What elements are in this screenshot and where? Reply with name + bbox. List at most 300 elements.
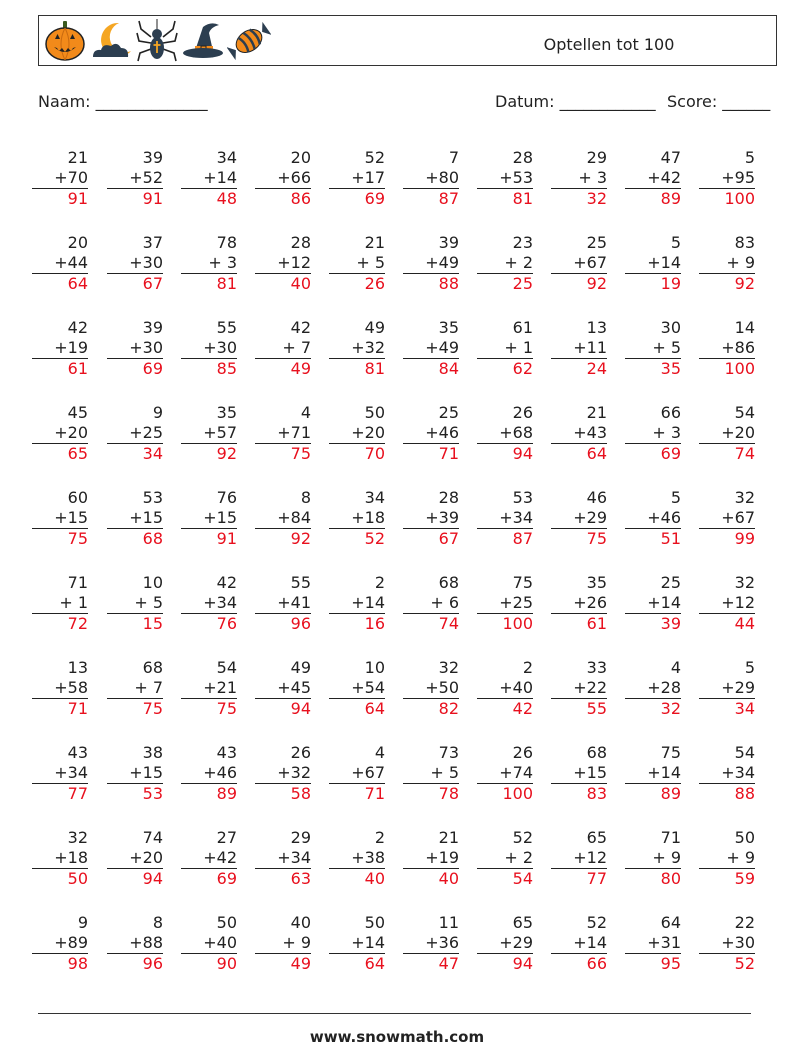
- addition-problem: [551, 743, 607, 804]
- addition-problem: [255, 658, 311, 719]
- answer: 52: [734, 954, 755, 973]
- addend-bottom: +14: [329, 593, 385, 614]
- answer: 96: [142, 954, 163, 973]
- answer: 82: [438, 699, 459, 718]
- addend-top: 37: [142, 233, 163, 252]
- page-title: Optellen tot 100: [543, 35, 675, 54]
- addend-bottom: +14: [625, 593, 681, 614]
- addition-problem: [551, 403, 607, 464]
- addend-top: 50: [364, 913, 385, 932]
- addend-top: 35: [438, 318, 459, 337]
- addend-bottom: +34: [181, 593, 237, 614]
- addend-bottom: +49: [403, 253, 459, 274]
- answer: 70: [364, 444, 385, 463]
- addition-problem: [107, 488, 163, 549]
- addition-problem: [107, 318, 163, 379]
- answer: 26: [364, 274, 385, 293]
- addend-top: 78: [216, 233, 237, 252]
- addend-top: 25: [438, 403, 459, 422]
- addition-problem: [551, 658, 607, 719]
- addend-top: 75: [660, 743, 681, 762]
- addend-bottom: +43: [551, 423, 607, 444]
- answer: 16: [364, 614, 385, 633]
- answer: 77: [67, 784, 88, 803]
- footer-divider: [38, 1013, 751, 1014]
- addend-top: 54: [734, 403, 755, 422]
- addend-bottom: +42: [181, 848, 237, 869]
- addend-top: 64: [660, 913, 681, 932]
- addend-bottom: +21: [181, 678, 237, 699]
- addition-problem: [403, 658, 459, 719]
- addend-bottom: +68: [477, 423, 533, 444]
- addend-bottom: +25: [107, 423, 163, 444]
- addend-bottom: + 5: [107, 593, 163, 614]
- answer: 88: [438, 274, 459, 293]
- answer: 63: [290, 869, 311, 888]
- answer: 47: [438, 954, 459, 973]
- addend-bottom: + 2: [477, 253, 533, 274]
- addend-bottom: + 6: [403, 593, 459, 614]
- addend-top: 35: [216, 403, 237, 422]
- addition-problem: [699, 658, 755, 719]
- addend-top: 52: [364, 148, 385, 167]
- addend-bottom: +57: [181, 423, 237, 444]
- addition-problem: [107, 403, 163, 464]
- addition-problem: [477, 488, 533, 549]
- addition-problem: [181, 318, 237, 379]
- addend-bottom: +30: [181, 338, 237, 359]
- addend-top: 68: [586, 743, 607, 762]
- answer: 91: [216, 529, 237, 548]
- addition-problem: [329, 828, 385, 889]
- addend-top: 39: [142, 148, 163, 167]
- addend-top: 22: [734, 913, 755, 932]
- addition-problem: [255, 403, 311, 464]
- addend-top: 60: [67, 488, 88, 507]
- addend-bottom: +12: [551, 848, 607, 869]
- addend-top: 47: [660, 148, 681, 167]
- addend-bottom: + 7: [107, 678, 163, 699]
- answer: 66: [586, 954, 607, 973]
- addition-problem: [329, 743, 385, 804]
- answer: 80: [660, 869, 681, 888]
- answer: 69: [142, 359, 163, 378]
- addend-top: 76: [216, 488, 237, 507]
- addend-bottom: +39: [403, 508, 459, 529]
- addend-bottom: +38: [329, 848, 385, 869]
- answer: 64: [364, 954, 385, 973]
- addend-top: 8: [300, 488, 311, 507]
- addend-top: 73: [438, 743, 459, 762]
- answer: 85: [216, 359, 237, 378]
- addend-bottom: +28: [625, 678, 681, 699]
- addition-problem: [255, 488, 311, 549]
- answer: 92: [290, 529, 311, 548]
- answer: 89: [216, 784, 237, 803]
- addend-top: 2: [374, 828, 385, 847]
- addend-top: 74: [142, 828, 163, 847]
- addend-top: 8: [152, 913, 163, 932]
- answer: 15: [142, 614, 163, 633]
- addition-problem: [32, 403, 88, 464]
- addend-top: 54: [216, 658, 237, 677]
- addend-bottom: +26: [551, 593, 607, 614]
- addition-problem: [329, 403, 385, 464]
- addend-top: 52: [586, 913, 607, 932]
- addend-top: 68: [438, 573, 459, 592]
- addition-problem: [32, 573, 88, 634]
- answer: 89: [660, 784, 681, 803]
- answer: 39: [660, 614, 681, 633]
- addition-problem: [625, 913, 681, 974]
- addend-bottom: + 5: [403, 763, 459, 784]
- addition-problem: [181, 658, 237, 719]
- answer: 34: [142, 444, 163, 463]
- answer: 78: [438, 784, 459, 803]
- addend-top: 55: [290, 573, 311, 592]
- answer: 81: [364, 359, 385, 378]
- addition-problem: [403, 743, 459, 804]
- addend-bottom: +71: [255, 423, 311, 444]
- answer: 34: [734, 699, 755, 718]
- addition-problem: [625, 148, 681, 209]
- answer: 69: [216, 869, 237, 888]
- addend-top: 32: [67, 828, 88, 847]
- addition-problem: [329, 148, 385, 209]
- addition-problem: [255, 743, 311, 804]
- addition-problem: [699, 233, 755, 294]
- addition-problem: [403, 148, 459, 209]
- answer: 90: [216, 954, 237, 973]
- addition-problem: [699, 148, 755, 209]
- addend-top: 35: [586, 573, 607, 592]
- addend-bottom: +19: [32, 338, 88, 359]
- addend-bottom: +20: [699, 423, 755, 444]
- addend-top: 21: [438, 828, 459, 847]
- addition-problem: [329, 233, 385, 294]
- addend-bottom: +30: [699, 933, 755, 954]
- addition-problem: [403, 488, 459, 549]
- addition-problem: [551, 318, 607, 379]
- addend-top: 28: [512, 148, 533, 167]
- addend-top: 26: [512, 403, 533, 422]
- answer: 59: [734, 869, 755, 888]
- addend-bottom: +15: [551, 763, 607, 784]
- addend-bottom: +34: [32, 763, 88, 784]
- addend-top: 10: [364, 658, 385, 677]
- addend-bottom: +31: [625, 933, 681, 954]
- answer: 49: [290, 359, 311, 378]
- pumpkin-icon: [43, 19, 87, 63]
- addend-top: 68: [142, 658, 163, 677]
- addend-top: 13: [67, 658, 88, 677]
- answer: 64: [67, 274, 88, 293]
- addend-bottom: +41: [255, 593, 311, 614]
- addition-problem: [625, 403, 681, 464]
- addend-bottom: +11: [551, 338, 607, 359]
- addition-problem: [107, 233, 163, 294]
- witch-hat-icon: [181, 19, 225, 63]
- addition-problem: [625, 828, 681, 889]
- answer: 92: [586, 274, 607, 293]
- addend-bottom: +58: [32, 678, 88, 699]
- addend-top: 5: [744, 658, 755, 677]
- addend-top: 83: [734, 233, 755, 252]
- addend-bottom: +18: [329, 508, 385, 529]
- header-box: [38, 15, 777, 66]
- answer: 94: [512, 954, 533, 973]
- addend-bottom: +12: [255, 253, 311, 274]
- answer: 71: [438, 444, 459, 463]
- answer: 61: [586, 614, 607, 633]
- answer: 100: [724, 359, 755, 378]
- addend-top: 32: [734, 573, 755, 592]
- addend-bottom: +36: [403, 933, 459, 954]
- addend-top: 4: [670, 658, 681, 677]
- addition-problem: [32, 743, 88, 804]
- answer: 77: [586, 869, 607, 888]
- addend-top: 65: [512, 913, 533, 932]
- spider-icon: [135, 19, 179, 63]
- answer: 40: [364, 869, 385, 888]
- addition-problem: [32, 913, 88, 974]
- addition-problem: [551, 913, 607, 974]
- answer: 92: [734, 274, 755, 293]
- addend-bottom: +70: [32, 168, 88, 189]
- addend-bottom: +17: [329, 168, 385, 189]
- halloween-icons: [43, 19, 271, 63]
- addend-top: 39: [142, 318, 163, 337]
- answer: 48: [216, 189, 237, 208]
- addend-top: 34: [216, 148, 237, 167]
- answer: 49: [290, 954, 311, 973]
- addition-problem: [699, 488, 755, 549]
- addend-top: 27: [216, 828, 237, 847]
- addend-bottom: +66: [255, 168, 311, 189]
- addend-top: 66: [660, 403, 681, 422]
- addend-top: 25: [586, 233, 607, 252]
- addend-top: 52: [512, 828, 533, 847]
- addend-bottom: +29: [551, 508, 607, 529]
- answer: 94: [290, 699, 311, 718]
- addend-bottom: +53: [477, 168, 533, 189]
- answer: 86: [290, 189, 311, 208]
- addition-problem: [107, 913, 163, 974]
- addition-problem: [181, 573, 237, 634]
- addend-bottom: +40: [477, 678, 533, 699]
- score-field: Score: ______: [667, 92, 771, 111]
- answer: 87: [438, 189, 459, 208]
- addition-problem: [477, 573, 533, 634]
- addition-problem: [329, 573, 385, 634]
- addend-top: 49: [364, 318, 385, 337]
- addition-problem: [181, 913, 237, 974]
- addend-bottom: +29: [699, 678, 755, 699]
- addition-problem: [329, 658, 385, 719]
- name-field: Naam: ______________: [38, 92, 208, 111]
- addend-top: 21: [67, 148, 88, 167]
- addition-problem: [403, 403, 459, 464]
- answer: 64: [586, 444, 607, 463]
- answer: 19: [660, 274, 681, 293]
- addend-bottom: + 1: [32, 593, 88, 614]
- addend-top: 50: [216, 913, 237, 932]
- addend-bottom: +19: [403, 848, 459, 869]
- addend-top: 38: [142, 743, 163, 762]
- addend-bottom: +30: [107, 253, 163, 274]
- addition-problem: [403, 828, 459, 889]
- addend-top: 54: [734, 743, 755, 762]
- addend-top: 46: [586, 488, 607, 507]
- answer: 100: [502, 614, 533, 633]
- addition-problem: [551, 233, 607, 294]
- addend-top: 50: [364, 403, 385, 422]
- addend-bottom: + 3: [181, 253, 237, 274]
- answer: 51: [660, 529, 681, 548]
- addend-bottom: + 9: [255, 933, 311, 954]
- addend-bottom: +14: [181, 168, 237, 189]
- addition-problem: [107, 573, 163, 634]
- answer: 69: [660, 444, 681, 463]
- addition-problem: [477, 743, 533, 804]
- addend-top: 49: [290, 658, 311, 677]
- answer: 44: [734, 614, 755, 633]
- answer: 24: [586, 359, 607, 378]
- addend-top: 10: [142, 573, 163, 592]
- addend-top: 50: [734, 828, 755, 847]
- addend-bottom: +74: [477, 763, 533, 784]
- addend-bottom: +14: [551, 933, 607, 954]
- addition-problem: [477, 403, 533, 464]
- answer: 72: [67, 614, 88, 633]
- addition-problem: [32, 148, 88, 209]
- answer: 32: [660, 699, 681, 718]
- answer: 67: [438, 529, 459, 548]
- addend-bottom: +14: [329, 933, 385, 954]
- addition-problem: [477, 318, 533, 379]
- addition-problem: [329, 488, 385, 549]
- answer: 100: [502, 784, 533, 803]
- addend-bottom: +44: [32, 253, 88, 274]
- answer: 98: [67, 954, 88, 973]
- addend-top: 71: [67, 573, 88, 592]
- answer: 54: [512, 869, 533, 888]
- answer: 52: [364, 529, 385, 548]
- addend-bottom: +14: [625, 253, 681, 274]
- addition-problem: [403, 318, 459, 379]
- addition-problem: [551, 488, 607, 549]
- addend-bottom: +20: [107, 848, 163, 869]
- addend-bottom: +32: [329, 338, 385, 359]
- addend-top: 29: [290, 828, 311, 847]
- addition-problem: [255, 318, 311, 379]
- answer: 62: [512, 359, 533, 378]
- addend-top: 21: [364, 233, 385, 252]
- addition-problem: [181, 828, 237, 889]
- addend-top: 26: [290, 743, 311, 762]
- addend-bottom: +18: [32, 848, 88, 869]
- addition-problem: [551, 573, 607, 634]
- addend-top: 42: [290, 318, 311, 337]
- addition-problem: [699, 403, 755, 464]
- addition-problem: [477, 148, 533, 209]
- addend-top: 4: [374, 743, 385, 762]
- addition-problem: [181, 233, 237, 294]
- answer: 94: [142, 869, 163, 888]
- addend-bottom: +54: [329, 678, 385, 699]
- addend-top: 42: [67, 318, 88, 337]
- addend-top: 5: [670, 233, 681, 252]
- answer: 95: [660, 954, 681, 973]
- addend-bottom: + 9: [699, 848, 755, 869]
- addend-bottom: +95: [699, 168, 755, 189]
- addend-top: 30: [660, 318, 681, 337]
- answer: 74: [734, 444, 755, 463]
- addition-problem: [181, 403, 237, 464]
- addend-bottom: +46: [181, 763, 237, 784]
- addition-problem: [32, 488, 88, 549]
- addend-top: 9: [77, 913, 88, 932]
- addend-bottom: +15: [107, 763, 163, 784]
- addend-top: 4: [300, 403, 311, 422]
- addend-top: 61: [512, 318, 533, 337]
- addend-bottom: +67: [329, 763, 385, 784]
- addend-top: 14: [734, 318, 755, 337]
- addend-top: 42: [216, 573, 237, 592]
- addend-bottom: +20: [32, 423, 88, 444]
- addition-problem: [403, 233, 459, 294]
- addend-top: 23: [512, 233, 533, 252]
- addend-bottom: + 3: [625, 423, 681, 444]
- answer: 42: [512, 699, 533, 718]
- addend-top: 45: [67, 403, 88, 422]
- addend-bottom: +86: [699, 338, 755, 359]
- addition-problem: [625, 488, 681, 549]
- answer: 100: [724, 189, 755, 208]
- candy-icon: [227, 19, 271, 63]
- addend-top: 21: [586, 403, 607, 422]
- addend-top: 40: [290, 913, 311, 932]
- addition-problem: [181, 488, 237, 549]
- addend-top: 55: [216, 318, 237, 337]
- addend-bottom: +45: [255, 678, 311, 699]
- answer: 32: [586, 189, 607, 208]
- addition-problem: [255, 233, 311, 294]
- addend-bottom: +40: [181, 933, 237, 954]
- addend-bottom: +22: [551, 678, 607, 699]
- addend-bottom: +46: [625, 508, 681, 529]
- addend-bottom: +20: [329, 423, 385, 444]
- addition-problem: [403, 573, 459, 634]
- addend-top: 29: [586, 148, 607, 167]
- addend-bottom: +34: [699, 763, 755, 784]
- addend-top: 65: [586, 828, 607, 847]
- addend-bottom: +32: [255, 763, 311, 784]
- addend-top: 34: [364, 488, 385, 507]
- addend-top: 28: [438, 488, 459, 507]
- addend-bottom: +84: [255, 508, 311, 529]
- addend-top: 13: [586, 318, 607, 337]
- answer: 69: [364, 189, 385, 208]
- addition-problem: [181, 148, 237, 209]
- addend-top: 5: [744, 148, 755, 167]
- answer: 40: [290, 274, 311, 293]
- answer: 25: [512, 274, 533, 293]
- answer: 50: [67, 869, 88, 888]
- addend-top: 39: [438, 233, 459, 252]
- addend-top: 32: [734, 488, 755, 507]
- addend-bottom: +14: [625, 763, 681, 784]
